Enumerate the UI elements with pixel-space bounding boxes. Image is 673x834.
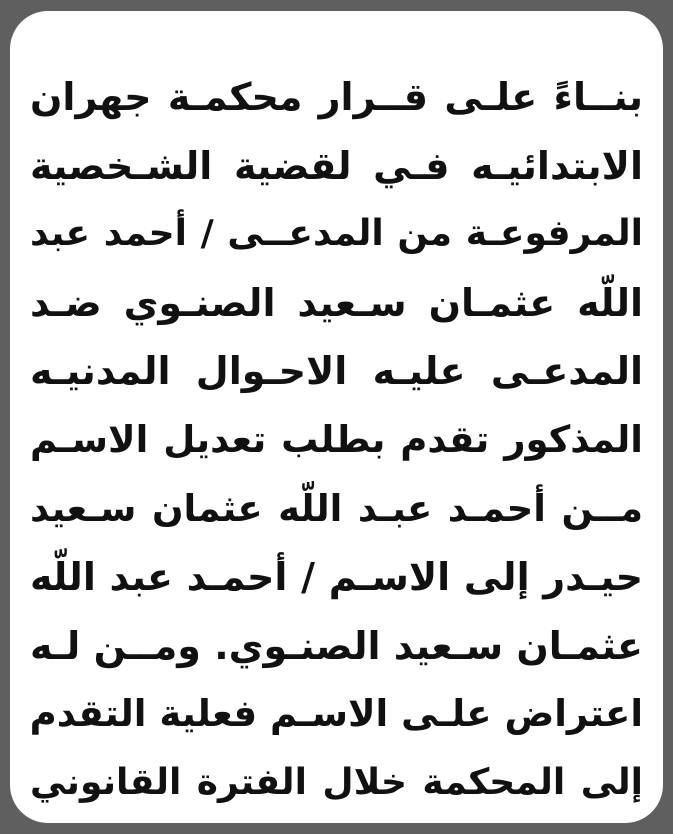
notice-line-6: المذكور تقدم بطلب تعديل الاسـم (30, 417, 643, 461)
notice-line-1: بنــاءً علـى قــرار محكمـة جهران (30, 75, 643, 119)
notice-line-10: اعتراض علـى الاسـم فعلية التقدم (30, 692, 643, 736)
notice-line-3: المرفوعـة من المدعــى / أحمد عبد (30, 213, 643, 255)
notice-line-8: حيـدر إلى الاسـم / أحمـد عبد اللّه (30, 555, 643, 600)
notice-line-5: المدعـى عليـه الاحـوال المدنيـه (30, 349, 643, 394)
notice-line-4: اللّه عثمـان سـعيد الصنـوي ضـد (30, 280, 643, 325)
notice-card (10, 11, 663, 823)
notice-line-9: عثمـان سـعيد الصنـوي. ومــن لـه (30, 623, 643, 668)
notice-line-2: الابتدائيـه فـي لقضية الشـخصية (30, 143, 643, 188)
notice-text (30, 63, 643, 818)
notice-line-7: مــن أحمـد عبـد اللّه عثمان سـعيد (30, 486, 643, 530)
notice-line-11: إلى المحكمة خلال الفترة القانوني (30, 761, 643, 803)
